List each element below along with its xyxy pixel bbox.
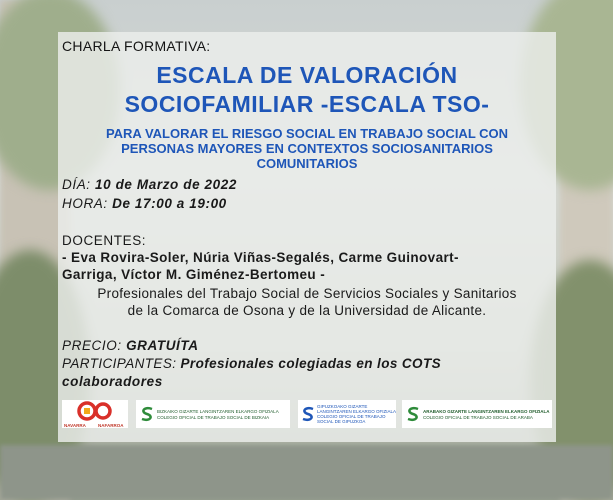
subtitle-line-3: COMUNITARIOS — [256, 156, 358, 171]
navarra-text-2: NAFARROA — [98, 423, 124, 428]
time-row — [62, 196, 227, 211]
precio-row — [62, 338, 199, 353]
title-line-2: SOCIOFAMILIAR -ESCALA TSO- — [124, 91, 490, 117]
profesionales-line-1: Profesionales del Trabajo Social de Servicios Sociales y Sanitarios — [97, 286, 517, 301]
participantes-value: Profesionales colegiadas en los COTS — [180, 356, 442, 371]
profesionales-line-2: de la Comarca de Osona y de la Universidad de Alicante. — [127, 303, 487, 318]
time-value: De 17:00 a 19:00 — [112, 196, 227, 211]
cots-araba-logo — [402, 400, 552, 428]
cots-gipuzkoa-logo — [298, 400, 396, 428]
gipuzkoa-text-2: LANGINTZAREN ELKARGO OFIZIALA — [317, 409, 397, 414]
bizkaia-emblem-icon — [140, 406, 154, 422]
precio-label: PRECIO: — [62, 338, 127, 353]
subtitle-line-2: PERSONAS MAYORES EN CONTEXTOS SOCIOSANITARIOS — [121, 141, 493, 156]
participantes-row — [62, 356, 441, 371]
subtitle-line-1: PARA VALORAR EL RIESGO SOCIAL EN TRABAJO SOCIAL CON — [105, 126, 509, 141]
precio-value: GRATUÍTA — [126, 338, 199, 353]
participantes-label: PARTICIPANTES: — [62, 356, 181, 371]
bizkaia-text-1: BIZKAIKO GIZARTE LANGINTZAREN ELKARGO OFIZIALA — [157, 409, 279, 414]
participantes-line-2: colaboradores — [62, 374, 163, 389]
time-label: HORA: — [62, 196, 113, 211]
date-row — [62, 177, 237, 192]
docentes-line-2: Garriga, Víctor M. Giménez-Bertomeu - — [62, 267, 326, 282]
kicker-text: CHARLA FORMATIVA: — [62, 38, 211, 54]
gipuzkoa-text-3: COLEGIO OFICIAL DE TRABAJO — [317, 414, 386, 419]
araba-text-2: COLEGIO OFICIAL DE TRABAJO SOCIAL DE ARABA — [423, 415, 533, 420]
cots-bizkaia-logo — [136, 400, 290, 428]
date-label: DÍA: — [62, 177, 96, 192]
docentes-line-1: - Eva Rovira-Soler, Núria Viñas-Segalés, Carme Guinovart- — [62, 250, 459, 265]
navarra-text-1: NAVARRA — [64, 423, 86, 428]
date-value: 10 de Marzo de 2022 — [95, 177, 237, 192]
navarra-emblem-icon — [62, 400, 128, 422]
gipuzkoa-text-4: SOCIAL DE GIPUZKOA — [317, 419, 366, 424]
cots-navarra-logo — [62, 400, 128, 428]
gipuzkoa-text-1: GIPUZKOAKO GIZARTE — [317, 404, 368, 409]
araba-emblem-icon — [406, 406, 420, 422]
docentes-label: DOCENTES: — [62, 233, 147, 248]
title-line-1: ESCALA DE VALORACIÓN — [156, 62, 458, 88]
logo-strip — [62, 400, 552, 432]
gipuzkoa-emblem-icon — [301, 406, 315, 422]
araba-text-1: ARABAKO GIZARTE LANGINTZAREN ELKARGO OFIZIALA — [423, 409, 550, 414]
bizkaia-text-2: COLEGIO OFICIAL DE TRABAJO SOCIAL DE BIZKAIA — [157, 415, 270, 420]
